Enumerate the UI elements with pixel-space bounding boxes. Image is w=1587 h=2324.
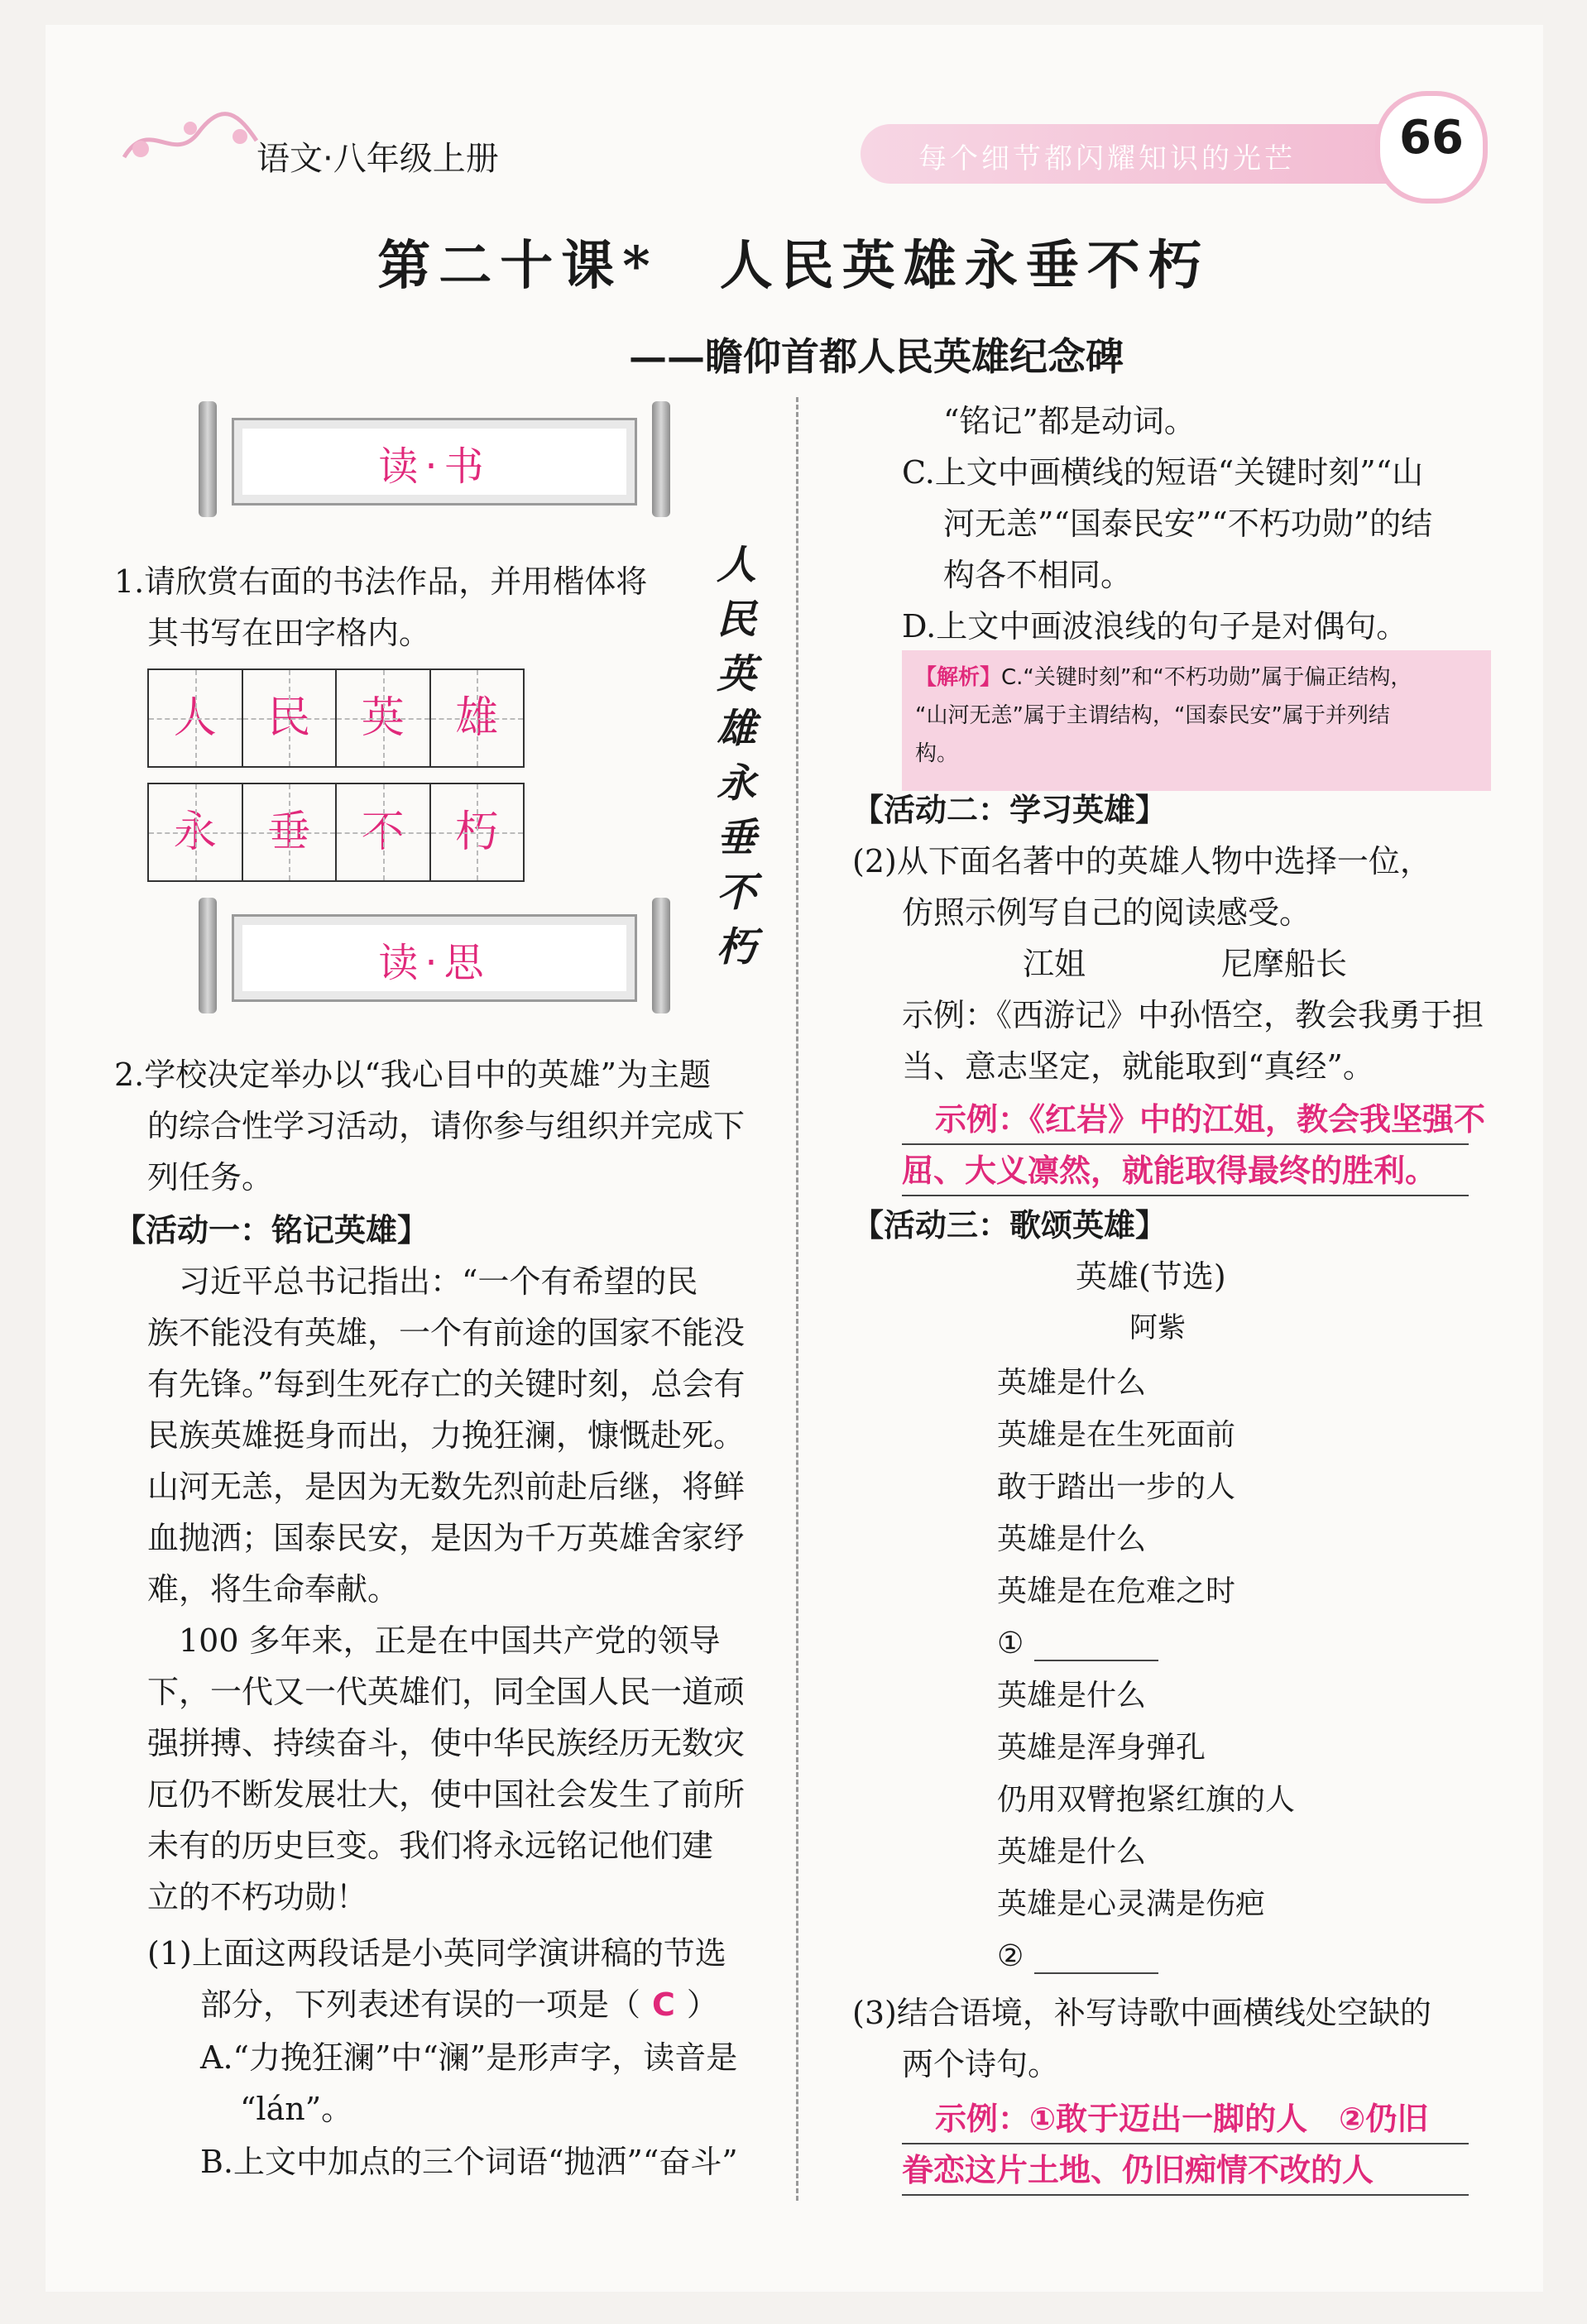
passage-line: 有先锋。”每到生死存亡的关键时刻，总会有 <box>147 1366 746 1402</box>
calligraphy-artwork: 人 民 英 雄 永 垂 不 朽 <box>716 542 756 970</box>
poem-line: 英雄是什么 <box>997 1679 1147 1713</box>
page-number: 66 <box>1399 111 1464 165</box>
sub3-answer-line1: 示例：①敢于迈出一脚的人 ②仍旧 <box>935 2101 1429 2137</box>
poem-author: 阿紫 <box>1129 1311 1186 1344</box>
option-c-line1: C.上文中画横线的短语“关键时刻”“山 <box>902 454 1424 491</box>
poem-title: 英雄(节选) <box>1076 1258 1226 1295</box>
writing-grid-row-1 <box>147 668 525 768</box>
example-line2: 当、意志坚定，就能取到“真经”。 <box>902 1048 1374 1085</box>
analysis-tag: 【解析】 <box>915 665 1002 690</box>
passage-line: 下，一代又一代英雄们，同全国人民一道顽 <box>147 1674 746 1710</box>
sub2-answer-line1: 示例：《红岩》中的江姐，教会我坚强不 <box>935 1101 1486 1138</box>
grid-cell: 永 <box>149 784 243 880</box>
passage-line: 族不能没有英雄，一个有前途的国家不能没 <box>147 1315 746 1351</box>
poem-line: 英雄是什么 <box>997 1366 1147 1400</box>
option-b-line2: “铭记”都是动词。 <box>943 403 1196 439</box>
floral-ornament-icon <box>116 99 265 174</box>
poem-line: 英雄是什么 <box>997 1835 1147 1869</box>
grid-cell: 英 <box>337 670 431 766</box>
passage-line: 山河无恙，是因为无数先烈前赴后继，将鲜 <box>147 1469 746 1505</box>
answer-choice: C <box>652 1986 675 2023</box>
poem-blank-1: ① <box>997 1627 1024 1660</box>
book-title: 语文·八年级上册 <box>257 140 499 178</box>
q2-sub3-line1: (3)结合语境，补写诗歌中画横线处空缺的 <box>852 1995 1431 2031</box>
passage-line: 未有的历史巨变。我们将永远铭记他们建 <box>147 1828 714 1864</box>
q2-sub1-line1: (1)上面这两段话是小英同学演讲稿的节选 <box>147 1935 726 1972</box>
option-b-line1: B.上文中加点的三个词语“抛洒”“奋斗” <box>200 2144 738 2180</box>
q2-sub2-line2: 仿照示例写自己的阅读感受。 <box>902 894 1311 931</box>
blank-line <box>1034 1660 1158 1661</box>
activity-3-heading: 【活动三：歌颂英雄】 <box>852 1207 1167 1243</box>
poem-line: 英雄是在生死面前 <box>997 1418 1236 1452</box>
poem-line: 英雄是心灵满是伤疤 <box>997 1887 1266 1921</box>
section-label: 读·书 <box>378 443 491 490</box>
option-a-line1: A.“力挽狂澜”中“澜”是形声字，读音是 <box>200 2039 738 2076</box>
sub2-answer-line2: 屈、大义凛然，就能取得最终的胜利。 <box>902 1152 1437 1189</box>
q1-prompt-line1: 1.请欣赏右面的书法作品，并用楷体将 <box>114 563 648 600</box>
lesson-title: 第二十课* 人民英雄永垂不朽 <box>377 235 1210 297</box>
poem-line: 英雄是在危难之时 <box>997 1574 1236 1608</box>
activity-2-heading: 【活动二：学习英雄】 <box>852 792 1167 828</box>
poem-line: 仍用双臂抱紧红旗的人 <box>997 1783 1296 1817</box>
option-c-line3: 构各不相同。 <box>943 557 1133 593</box>
section-label: 读·思 <box>378 940 491 986</box>
column-divider <box>796 397 798 2201</box>
poem-line: 英雄是什么 <box>997 1522 1147 1556</box>
analysis-box: 【解析】C.“关键时刻”和“不朽功勋”属于偏正结构， “山河无恙”属于主谓结构，“国泰民安”属于并列结 构。 <box>902 650 1491 791</box>
section-banner-read-book <box>199 401 670 517</box>
passage-line: 100 多年来，正是在中国共产党的领导 <box>147 1622 721 1659</box>
passage-line: 强拼搏、持续奋斗，使中华民族经历无数灾 <box>147 1725 746 1761</box>
example-line1: 示例：《西游记》中孙悟空，教会我勇于担 <box>902 997 1484 1033</box>
blank-line <box>1034 1972 1158 1974</box>
answer-line <box>902 2194 1469 2196</box>
section-banner-read-think <box>199 898 670 1013</box>
passage-line: 民族英雄挺身而出，力挽狂澜，慷慨赴死。 <box>147 1417 746 1454</box>
q2-line: 2.学校决定举办以“我心目中的英雄”为主题 <box>114 1057 712 1093</box>
grid-cell: 雄 <box>431 670 524 766</box>
q2-line: 列任务。 <box>147 1159 274 1196</box>
writing-grid-row-2 <box>147 783 525 882</box>
q2-sub2-line1: (2)从下面名著中的英雄人物中选择一位， <box>852 843 1431 879</box>
option-c-line2: 河无恙”“国泰民安”“不朽功勋”的结 <box>943 506 1433 542</box>
grid-cell: 人 <box>149 670 243 766</box>
choice-nemo: 尼摩船长 <box>1221 946 1348 982</box>
grid-cell: 不 <box>337 784 431 880</box>
passage-line: 厄仍不断发展壮大，使中国社会发生了前所 <box>147 1776 746 1813</box>
option-d: D.上文中画波浪线的句子是对偶句。 <box>902 608 1408 644</box>
grid-cell: 垂 <box>243 784 338 880</box>
q2-sub1-line2: 部分，下列表述有误的一项是（ C ） <box>200 1986 718 2023</box>
poem-line: 敢于踏出一步的人 <box>997 1470 1236 1504</box>
option-a-line2: “lán”。 <box>240 2091 353 2127</box>
poem-blank-2: ② <box>997 1939 1024 1973</box>
passage-line: 立的不朽功勋！ <box>147 1879 368 1915</box>
passage-line: 血抛洒；国泰民安，是因为千万英雄舍家纾 <box>147 1520 746 1556</box>
sub3-answer-line2: 眷恋这片土地、仍旧痴情不改的人 <box>902 2152 1374 2188</box>
lesson-subtitle: ——瞻仰首都人民英雄纪念碑 <box>629 334 1124 379</box>
q2-sub3-line2: 两个诗句。 <box>902 2046 1060 2082</box>
passage-line: 习近平总书记指出：“一个有希望的民 <box>147 1263 698 1300</box>
choice-jiangjie: 江姐 <box>1023 946 1086 982</box>
header-motto: 每个细节都闪耀知识的光芒 <box>918 142 1296 175</box>
passage-line: 难，将生命奉献。 <box>147 1571 400 1608</box>
q1-prompt-line2: 其书写在田字格内。 <box>147 615 431 651</box>
grid-cell: 民 <box>243 670 338 766</box>
answer-line <box>902 1195 1469 1196</box>
q2-line: 的综合性学习活动，请你参与组织并完成下 <box>147 1108 746 1144</box>
activity-1-heading: 【活动一：铭记英雄】 <box>114 1212 429 1248</box>
poem-line: 英雄是浑身弹孔 <box>997 1731 1206 1765</box>
grid-cell: 朽 <box>431 784 524 880</box>
